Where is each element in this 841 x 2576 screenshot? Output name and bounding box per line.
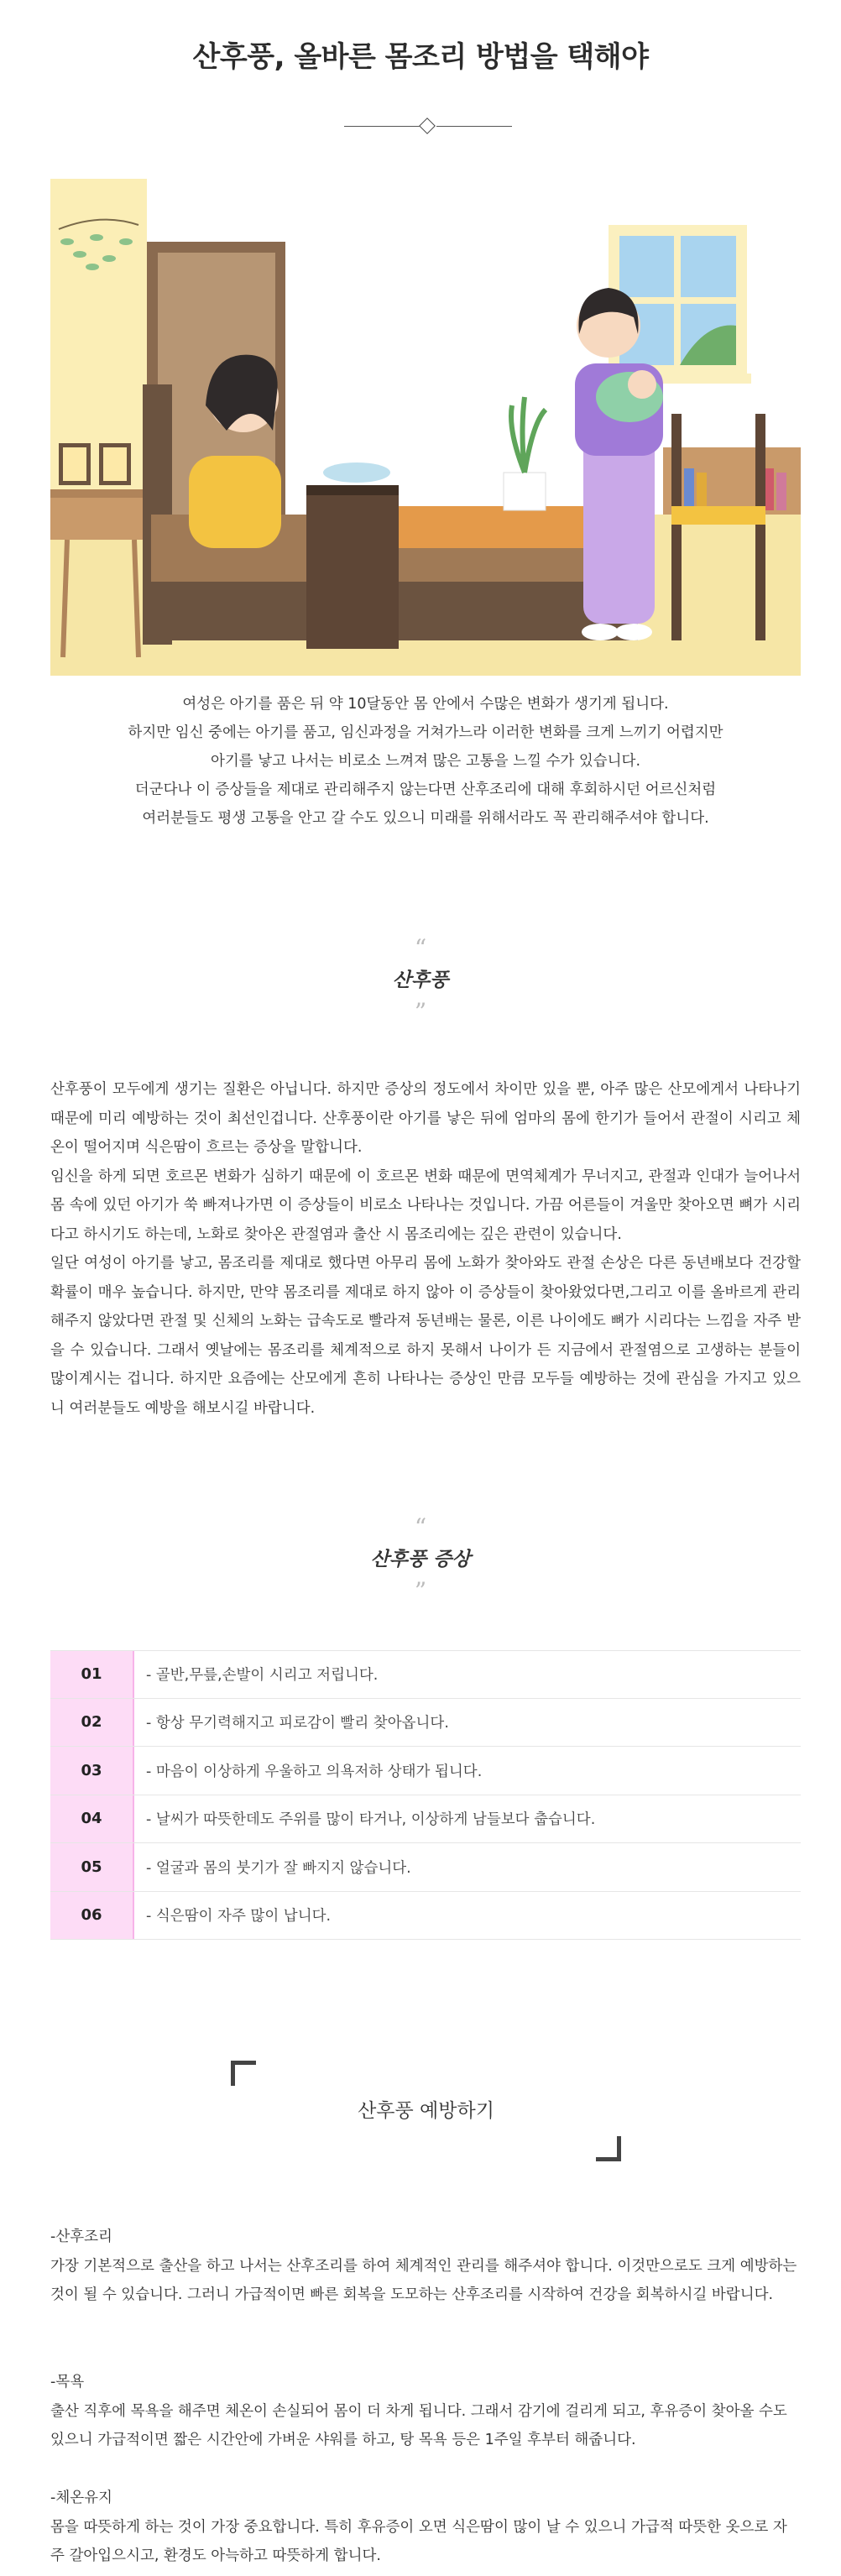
section-heading-symptoms [0,1513,841,1605]
title-divider [344,118,512,134]
prevention-block-bath [50,2368,801,2455]
close-quote-icon: ” [414,998,427,1026]
block-text: 몸을 따뜻하게 하는 것이 가장 중요합니다. 특히 후유증이 오면 식은땀이 많이 날 수 있으니 가급적 따뜻한 옷으로 자주 갈아입으시고, 환경도 아늑하고 따뜻하게 합니다. [50,2518,787,2564]
diamond-ornament-icon [419,118,436,134]
list-item [50,1892,801,1941]
block-heading: -목욕 [50,2374,85,2391]
section-heading-postpartum [0,934,841,1026]
list-item [50,1795,801,1844]
item-text: - 얼굴과 몸의 붓기가 잘 빠지지 않습니다. [146,1859,411,1877]
section-heading-prevention [231,2061,621,2161]
item-text: - 마음이 이상하게 우울하고 의욕저하 상태가 됩니다. [146,1763,483,1780]
list-item [50,1699,801,1748]
section-title: 산후풍 예방하기 [358,2100,494,2122]
paragraph: 일단 여성이 아기를 낳고, 몸조리를 제대로 했다면 아무리 몸에 노화가 찾아와도 관절 손상은 다른 동년배보다 건강할 확률이 매우 높습니다. 하지만, 만약 몸조리를 제대로 하지 않아 이 증상들이 찾아왔었다면,그리고 이를 올바르게 관리해주지 않았다면 관절 및 신체의 노화는 급속도로 빨라져 동년배는 물론, 이른 나이에도 뼈가 시리다는 느낌을 자주 받을 수 있습니다. 그래서 옛날에는 몸조리를 체계적으로 하지 못해서 나이가 든 지금에서 관절염으로 고생하는 분들이 많이계시는 겁니다. 하지만 요즘에는 산모에게 흔히 나타나는 증상인 만큼 모두들 예방하는 것에 관심을 가지고 있으니 여러분들도 예방을 해보시길 바랍니다. [50,1255,801,1417]
paragraph: 임신을 하게 되면 호르몬 변화가 심하기 때문에 이 호르몬 변화 때문에 면역체계가 무너지고, 관절과 인대가 늘어나서 몸 속에 있던 아기가 쑥 빠져나가면 이 증상들이 비로소 나타나는 것입니다. 가끔 어른들이 겨울만 찾아오면 뼈가 시리다고 하시기도 하는데, 노화로 찾아온 관절염과 출산 시 몸조리에는 깊은 관련이 있습니다. [50,1168,801,1243]
prevention-block-body-temperature [50,2484,801,2571]
block-text: 가장 기본적으로 출산을 하고 나서는 산후조리를 하여 체계적인 관리를 해주셔야 합니다. 이것만으로도 크게 예방하는 것이 될 수 있습니다. 그러니 가급적이면 빠른 회복을 도모하는 산후조리를 시작하여 건강을 회복하시길 바랍니다. [50,2257,797,2303]
postpartum-illustration [50,179,801,676]
item-number: 05 [50,1843,134,1891]
item-number: 02 [50,1699,134,1747]
intro-line: 하지만 임신 중에는 아기를 품고, 임신과정을 거쳐가느라 이러한 변화를 크게 느끼기 어렵지만 [128,724,723,741]
item-number: 06 [50,1892,134,1940]
close-quote-icon: ” [414,1577,427,1605]
block-text: 출산 직후에 목욕을 해주면 체온이 손실되어 몸이 더 차게 됩니다. 그래서 감기에 걸리게 되고, 후유증이 찾아올 수도 있으니 가급적이면 짧은 시간안에 가벼운 샤워를 하고, 탕 목욕 등은 1주일 후부터 해줍니다. [50,2402,787,2448]
list-item [50,1650,801,1699]
block-heading: -산후조리 [50,2229,112,2245]
list-item [50,1747,801,1795]
item-number: 03 [50,1747,134,1795]
item-text: - 항상 무기력해지고 피로감이 빨리 찾아옵니다. [146,1715,449,1732]
section-title: 산후풍 [392,969,449,991]
open-quote-icon: “ [414,1513,427,1541]
prevention-block-postpartum-care [50,2223,801,2310]
item-text: - 날씨가 따뜻한데도 주위를 많이 타거나, 이상하게 남들보다 춥습니다. [146,1811,596,1829]
intro-text [50,690,801,833]
block-heading: -체온유지 [50,2490,112,2506]
open-quote-icon: “ [414,934,427,962]
postpartum-description [50,1075,801,1423]
section-title: 산후풍 증상 [370,1549,471,1570]
item-number: 04 [50,1795,134,1843]
item-number: 01 [50,1651,134,1698]
symptom-list [50,1650,801,1940]
page-title: 산후풍, 올바른 몸조리 방법을 택해야 [192,40,649,74]
list-item [50,1843,801,1892]
item-text: - 골반,무릎,손발이 시리고 저립니다. [146,1667,379,1685]
intro-line: 더군다나 이 증상들을 제대로 관리해주지 않는다면 산후조리에 대해 후회하시던 어르신처럼 [134,781,717,798]
intro-line: 여러분들도 평생 고통을 안고 갈 수도 있으니 미래를 위해서라도 꼭 관리해주셔야 합니다. [142,810,709,827]
intro-line: 여성은 아기를 품은 뒤 약 10달동안 몸 안에서 수많은 변화가 생기게 됩니다. [182,696,669,713]
corner-bracket-icon [596,2136,621,2161]
intro-line: 아기를 낳고 나서는 비로소 느껴져 많은 고통을 느낄 수가 있습니다. [210,753,641,770]
paragraph: 산후풍이 모두에게 생기는 질환은 아닙니다. 하지만 증상의 정도에서 차이만 있을 뿐, 아주 많은 산모에게서 나타나기 때문에 미리 예방하는 것이 최선인겁니다. 산후풍이란 아기를 낳은 뒤에 엄마의 몸에 한기가 들어서 관절이 시리고 체온이 떨어지며 식은땀이 흐르는 증상을 말합니다. [50,1081,801,1156]
item-text: - 식은땀이 자주 많이 납니다. [146,1908,332,1925]
corner-bracket-icon [231,2061,256,2086]
